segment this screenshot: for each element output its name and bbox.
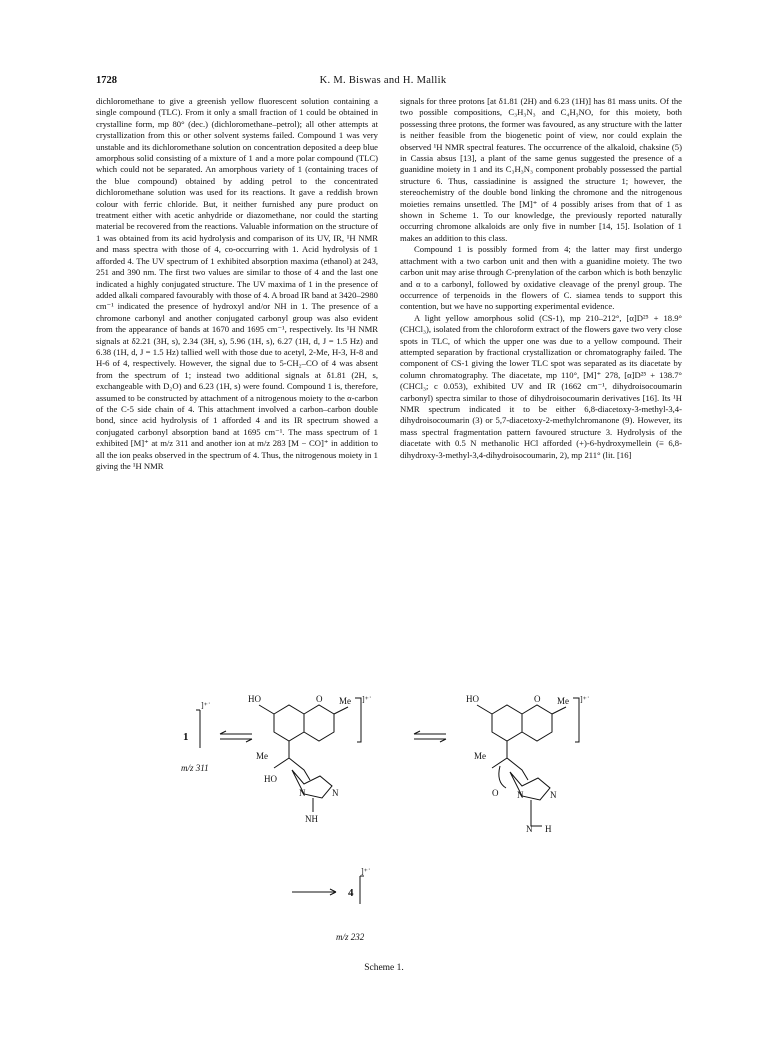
page-header [96,75,670,89]
running-head-authors: K. M. Biswas and H. Mallik [319,75,447,86]
atom-label: O [492,788,499,798]
atom-label: Me [474,751,486,761]
atom-label: O [534,694,541,704]
compound-label: 4 [348,887,354,899]
atom-label: N [299,788,306,798]
atom-label: N [526,824,533,834]
benzene-ring [274,705,304,741]
triazine-ring [292,770,332,798]
bracket [196,710,200,748]
atom-label: NH [305,814,318,824]
reaction-arrow [292,889,336,895]
reaction-scheme [96,686,672,996]
atom-label: N [550,790,557,800]
equilibrium-arrow [220,739,252,742]
scheme-drawing [96,686,672,966]
pyrone-ring [522,705,552,741]
atom-label: HO [264,774,277,784]
benzene-ring [492,705,522,741]
bracket [573,698,579,742]
radical-cation-symbol: ]⁺˙ [201,701,211,710]
equilibrium-arrow [414,739,446,742]
bracket [360,876,364,904]
right-text-column [400,96,682,461]
mass-label: m/z 311 [181,763,209,773]
atom-label: O [316,694,323,704]
atom-label: N [332,788,339,798]
paragraph: A light yellow amorphous solid (CS-1), mp 210–212°, [α]D²⁵ + 18.9° (CHCl₃), isolated from the chloroform extract of the flowers gave two very close spots in TLC, of which the upper one was due to a yellow compound. Their attempted separation by fractional crystallization or chromatography failed. The component of CS-1 giving the lower TLC spot was separated as its diacetate by column chromatography. The diacetate, mp 110°, [M]⁺ 278, [α]D²⁵ + 138.7° (CHCl₃; c 0.053), exhibited UV and IR (1662 cm⁻¹, dihydroisocoumarin carbonyl) spectra similar to those of dihydroisocoumarin derivatives [16]. Its ¹H NMR spectrum indicated it to be either 6,8-diacetoxy-3-methyl-3,4-dihydroisocoumarin (3) or 5,7-diacetoxy-2-methylchromanone (9). However, its mass spectral fragmentation pattern favoured structure 3. Hydrolysis of the diacetate with 0.5 N methanolic HCl afforded (+)-6-hydroxymellein (≡ 6,8-dihydroxy-3-methyl-3,4-dihydroisocoumarin, 2), mp 211° (lit. [16] [400,312,682,460]
atom-label: HO [466,694,479,704]
atom-label: H [545,824,552,834]
atom-label: N [517,790,524,800]
paragraph: dichloromethane to give a greenish yellow fluorescent solution containing a single compound (TLC). From it only a small fraction of 1 could be obtained in crystalline form, mp 80° (dec.) (dichloromethane–petrol); all other attempts at crystallization from this or other solvent systems failed. Compound 1 was very unstable and its dichloromethane solution on concentration deposited a deep blue amorphous solid consisting of a mixture of 1 and a more polar compound (TLC) which could not be separated. An amorphous variety of 1 (containing traces of the blue compound) obtained by adding petrol to the concentrated dichloromethane solution was used for its reactions. It gave a reddish brown colour with ferric chloride. But, it neither furnished any pure product on treatment either with acetic anhydride or diazomethane, nor could the starting material be recovered from the reactions. Valuable information on the structure of 1 was obtained from its acid hydrolysis and comparison of its UV, IR, ¹H NMR and mass spectra with those of 4, co-occurring with 1. Acid hydrolysis of 1 afforded 4. The UV spectrum of 1 exhibited absorption maxima (ethanol) at 243, 251 and 390 nm. The first two values are similar to those of 4 and the last one indicated a highly conjugated structure. The UV maxima of 1 in the presence of added alkali compared favourably with those of 4. A broad IR band at 3420–2980 cm⁻¹ indicated the presence of hydroxyl and/or NH in 1. The presence of a chromone carbonyl and another conjugated carbonyl group was also evident from the appearance of bands at 1670 and 1695 cm⁻¹, respectively. Its ¹H NMR signals at δ2.21 (3H, s), 2.34 (3H, s), 5.96 (1H, s), 6.27 (1H, d, J = 1.5 Hz) and 6.38 (1H, d, J = 1.5 Hz) tallied well with those due to acetyl, 2-Me, H-3, H-8 and H-6 of 4, respectively. However, the signal due to 5-CH₂–CO of 4 was absent from the spectrum of 1; instead two additional signals at δ1.81 (2H, s, exchangeable with D₂O) and 6.23 (1H, s) were found. Compound 1 is, therefore, assumed to be constructed by attachment of a nitrogenous moiety to the α-carbon of the C-5 side chain of 4. This attachment involved a carbon–carbon double bond, since acid hydrolysis of 1 afforded 4 and its IR spectrum showed a conjugated carbonyl absorption band at 1695 cm⁻¹. The mass spectrum of 1 exhibited [M]⁺ at m/z 311 and another ion at m/z 283 [M − CO]⁺ in addition to all the ion peaks observed in the spectrum of 4. Thus, the nitrogenous moiety in 1 giving the ¹H NMR [96,96,378,471]
atom-label: Me [256,751,268,761]
page-number: 1728 [96,75,117,86]
left-text-column [96,96,378,472]
paragraph: signals for three protons [at δ1.81 (2H) and 6.23 (1H)] has 81 mass units. Of the two possible compositions, C₃H₃N₃ and C₄H₃NO, for this moiety, both possessing three protons, the former was favoured, as any structure with the latter is neither feasible from the biogenetic point of view, nor could explain the observed ¹H NMR spectral features. The occurrence of the alkaloid, chaksine (5) in Cassia absus [13], a plant of the same genus suggested the presence of a guanidine moiety in 1 and its C₃H₃N₃ component probably possessed the partial structure 6. Thus, cassiadinine is assigned the structure 1; however, the stereochemistry of the double bond linking the chromone and the nitrogenous moieties remains unsettled. The [M]⁺ of 4 possibly arises from that of 1 as shown in Scheme 1. To our knowledge, the previously reported naturally occurring chromone alkaloids are only five in number [14, 15]. Isolation of 1 makes an addition to this class. [400,96,682,243]
bonds [531,800,542,826]
equilibrium-arrow [220,731,252,734]
triazine-ring [510,772,550,800]
mass-label: m/z 232 [336,932,365,942]
curly-arrow [499,766,506,788]
paragraph: Compound 1 is possibly formed from 4; the latter may first undergo attachment with a two carbon unit and then with a guanidine moiety. The two carbon unit may arise through C-prenylation of the carbon which is both benzylic and α to a carbonyl, followed by oxidative cleavage of the prenyl group. The occurrence of terpenoids in the flowers of C. siamea tends to support this contention, but we have no supporting experimental evidence. [400,244,682,312]
radical-cation-symbol: ]⁺˙ [361,867,371,876]
scheme-caption: Scheme 1. [364,963,404,973]
compound-label: 1 [183,731,189,743]
radical-cation-symbol: ]⁺˙ [362,695,372,704]
pyrone-ring [304,705,334,741]
radical-cation-symbol: ]⁺˙ [580,695,590,704]
equilibrium-arrow [414,731,446,734]
atom-label: Me [557,696,569,706]
bracket [355,698,361,742]
atom-label: Me [339,696,351,706]
atom-label: HO [248,694,261,704]
